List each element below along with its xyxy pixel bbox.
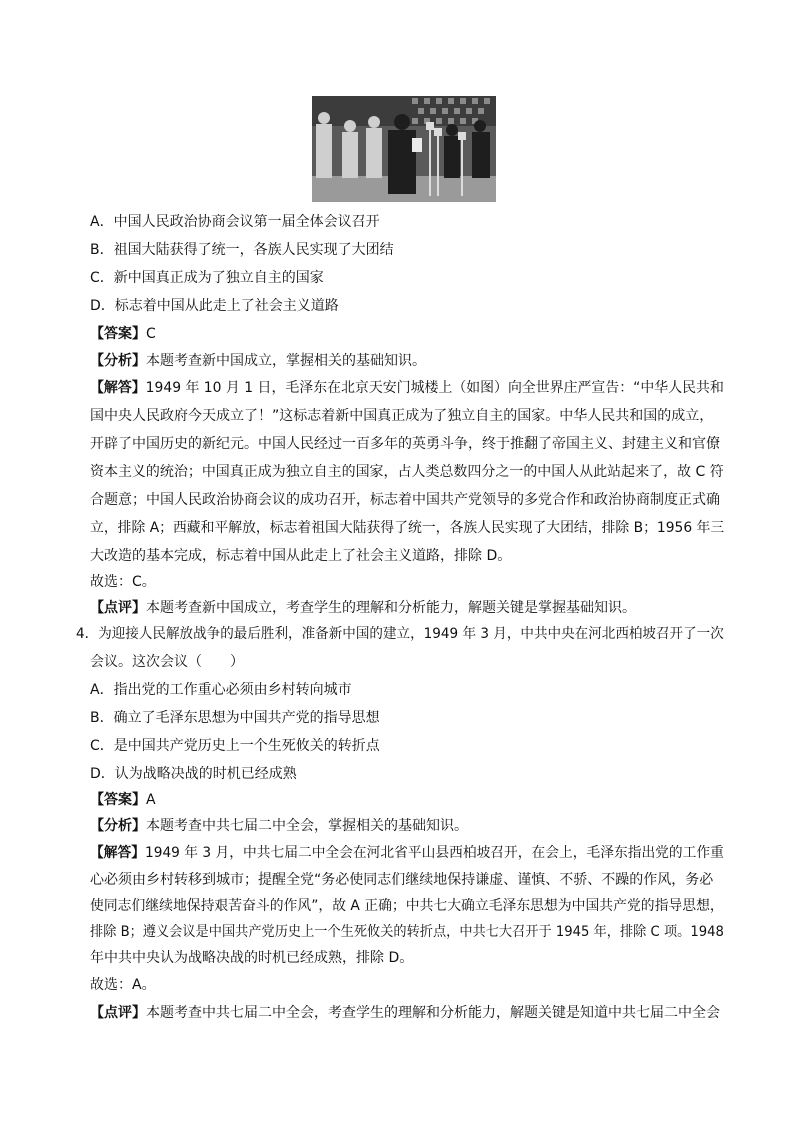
q3-analysis bbox=[90, 351, 426, 371]
q4-option-d: D．认为战略决战的时机已经成熟 bbox=[90, 766, 297, 782]
q4-answer bbox=[90, 790, 156, 810]
q4-answer-value: A bbox=[146, 792, 156, 808]
q4-analysis-tag: 【分析】 bbox=[90, 818, 146, 834]
q4-answer-tag: 【答案】 bbox=[90, 792, 146, 808]
q4-solution-line-5: 年中共中央认为战略决战的时机已经成熟，排除 D。 bbox=[90, 950, 414, 966]
q4-comment-tag: 【点评】 bbox=[90, 1005, 146, 1021]
q3-comment bbox=[90, 598, 636, 618]
q3-analysis-text: 本题考查新中国成立，掌握相关的基础知识。 bbox=[146, 353, 426, 369]
q3-solution-line-5: 合题意；中国人民政治协商会议的成功召开，标志着中国共产党领导的多党合作和政治协商制度正式确 bbox=[90, 492, 720, 508]
q3-comment-tag: 【点评】 bbox=[90, 600, 146, 616]
q3-solution-tag: 【解答】 bbox=[90, 380, 146, 396]
founding-ceremony-illustration bbox=[312, 96, 496, 202]
q3-solution-line-2: 国中央人民政府今天成立了！”这标志着新中国真正成为了独立自主的国家。中华人民共和国的成立， bbox=[90, 408, 714, 424]
q3-option-b: B．祖国大陆获得了统一，各族人民实现了大团结 bbox=[90, 242, 394, 258]
q4-option-c: C．是中国共产党历史上一个生死攸关的转折点 bbox=[90, 738, 380, 754]
q4-comment bbox=[90, 1003, 720, 1023]
q4-analysis-text: 本题考查中共七届二中全会，掌握相关的基础知识。 bbox=[146, 818, 468, 834]
q4-stem-line-1: 4．为迎接人民解放战争的最后胜利，准备新中国的建立，1949 年 3 月，中共中央在河北西柏坡召开了一次 bbox=[76, 626, 724, 642]
founding-ceremony-photo bbox=[312, 96, 496, 202]
q4-solution-line-3: 使同志们继续地保持艰苦奋斗的作风”，故 A 正确；中共七大确立毛泽东思想为中国共产党的指导思想， bbox=[90, 898, 724, 914]
q4-conclusion: 故选：A。 bbox=[90, 977, 156, 993]
q4-analysis bbox=[90, 816, 468, 836]
q4-solution-tag: 【解答】 bbox=[90, 845, 145, 861]
q3-option-a: A．中国人民政治协商会议第一届全体会议召开 bbox=[90, 214, 380, 230]
q4-option-a: A．指出党的工作重心必须由乡村转向城市 bbox=[90, 682, 352, 698]
q3-answer-value: C bbox=[146, 326, 156, 342]
q3-solution-text-1: 1949 年 10 月 1 日，毛泽东在北京天安门城楼上（如图）向全世界庄严宣告：“中华人民共和 bbox=[145, 380, 724, 396]
q4-comment-text: 本题考查中共七届二中全会，考查学生的理解和分析能力，解题关键是知道中共七届二中全会 bbox=[146, 1005, 720, 1021]
q3-solution-line-3: 开辟了中国历史的新纪元。中国人民经过一百多年的英勇斗争，终于推翻了帝国主义、封建主义和官僚 bbox=[90, 436, 720, 452]
q4-solution-line-1 bbox=[90, 843, 724, 863]
q4-option-b: B．确立了毛泽东思想为中国共产党的指导思想 bbox=[90, 710, 380, 726]
q3-solution-line-6: 立，排除 A；西藏和平解放，标志着祖国大陆获得了统一，各族人民实现了大团结，排除 B；1956 年三 bbox=[90, 520, 725, 536]
q3-answer-tag: 【答案】 bbox=[90, 326, 146, 342]
q3-solution-line-1 bbox=[90, 378, 724, 398]
q3-conclusion: 故选：C。 bbox=[90, 574, 156, 590]
q4-solution-line-4: 排除 B；遵义会议是中国共产党历史上一个生死攸关的转折点，中共七大召开于 1945 年，排除 C 项。1948 bbox=[90, 924, 724, 940]
q3-option-d: D．标志着中国从此走上了社会主义道路 bbox=[90, 298, 339, 314]
q3-answer bbox=[90, 324, 156, 344]
q3-solution-line-4: 资本主义的统治；中国真正成为独立自主的国家，占人类总数四分之一的中国人从此站起来了，故 C 符 bbox=[90, 464, 724, 480]
q4-solution-text-1: 1949 年 3 月，中共七届二中全会在河北省平山县西柏坡召开，在会上，毛泽东指出党的工作重 bbox=[144, 845, 724, 861]
q3-comment-text: 本题考查新中国成立，考查学生的理解和分析能力，解题关键是掌握基础知识。 bbox=[146, 600, 636, 616]
q3-solution-line-7: 大改造的基本完成，标志着中国从此走上了社会主义道路，排除 D。 bbox=[90, 548, 512, 564]
q3-analysis-tag: 【分析】 bbox=[90, 353, 146, 369]
q4-solution-line-2: 心必须由乡村转移到城市；提醒全党“务必使同志们继续地保持谦虚、谨慎、不骄、不躁的作风，务必 bbox=[90, 872, 714, 888]
q3-option-c: C．新中国真正成为了独立自主的国家 bbox=[90, 270, 324, 286]
q4-stem-line-2: 会议。这次会议（ ） bbox=[90, 654, 244, 670]
